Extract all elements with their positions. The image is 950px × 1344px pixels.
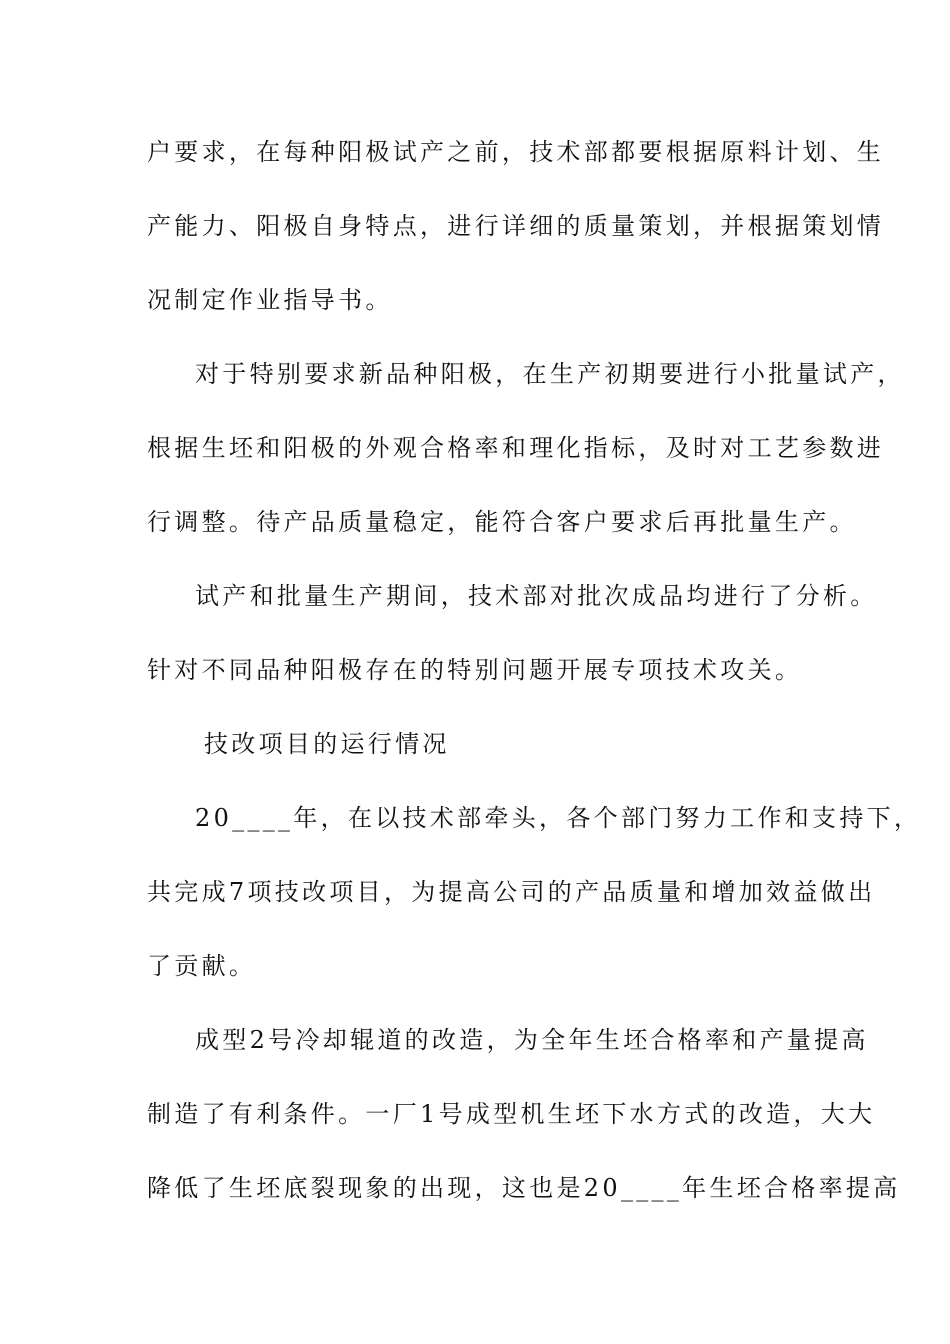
paragraph-line: 了贡献。	[147, 952, 257, 980]
paragraph-line: 行调整。待产品质量稳定，能符合客户要求后再批量生产。	[147, 508, 857, 536]
paragraph-line: 20____年，在以技术部牵头，各个部门努力工作和支持下，	[195, 804, 922, 832]
paragraph-line: 对于特别要求新品种阳极，在生产初期要进行小批量试产，	[195, 360, 905, 388]
paragraph-line: 针对不同品种阳极存在的特别问题开展专项技术攻关。	[147, 656, 803, 684]
paragraph-line: 成型2号冷却辊道的改造，为全年生坯合格率和产量提高	[195, 1026, 869, 1054]
paragraph-line: 况制定作业指导书。	[147, 286, 393, 314]
paragraph-line: 根据生坯和阳极的外观合格率和理化指标，及时对工艺参数进	[147, 434, 885, 462]
section-heading: 技改项目的运行情况	[204, 730, 450, 758]
document-body	[147, 128, 922, 1238]
paragraph-line: 制造了有利条件。一厂1号成型机生坯下水方式的改造，大大	[147, 1100, 876, 1128]
paragraph-line: 降低了生坯底裂现象的出现，这也是20____年生坯合格率提高	[147, 1174, 901, 1202]
paragraph-line: 产能力、阳极自身特点，进行详细的质量策划，并根据策划情	[147, 212, 885, 240]
paragraph-line: 户要求，在每种阳极试产之前，技术部都要根据原料计划、生	[147, 138, 885, 166]
paragraph-line: 试产和批量生产期间，技术部对批次成品均进行了分析。	[195, 582, 878, 610]
paragraph-line: 共完成7项技改项目，为提高公司的产品质量和增加效益做出	[147, 878, 876, 906]
